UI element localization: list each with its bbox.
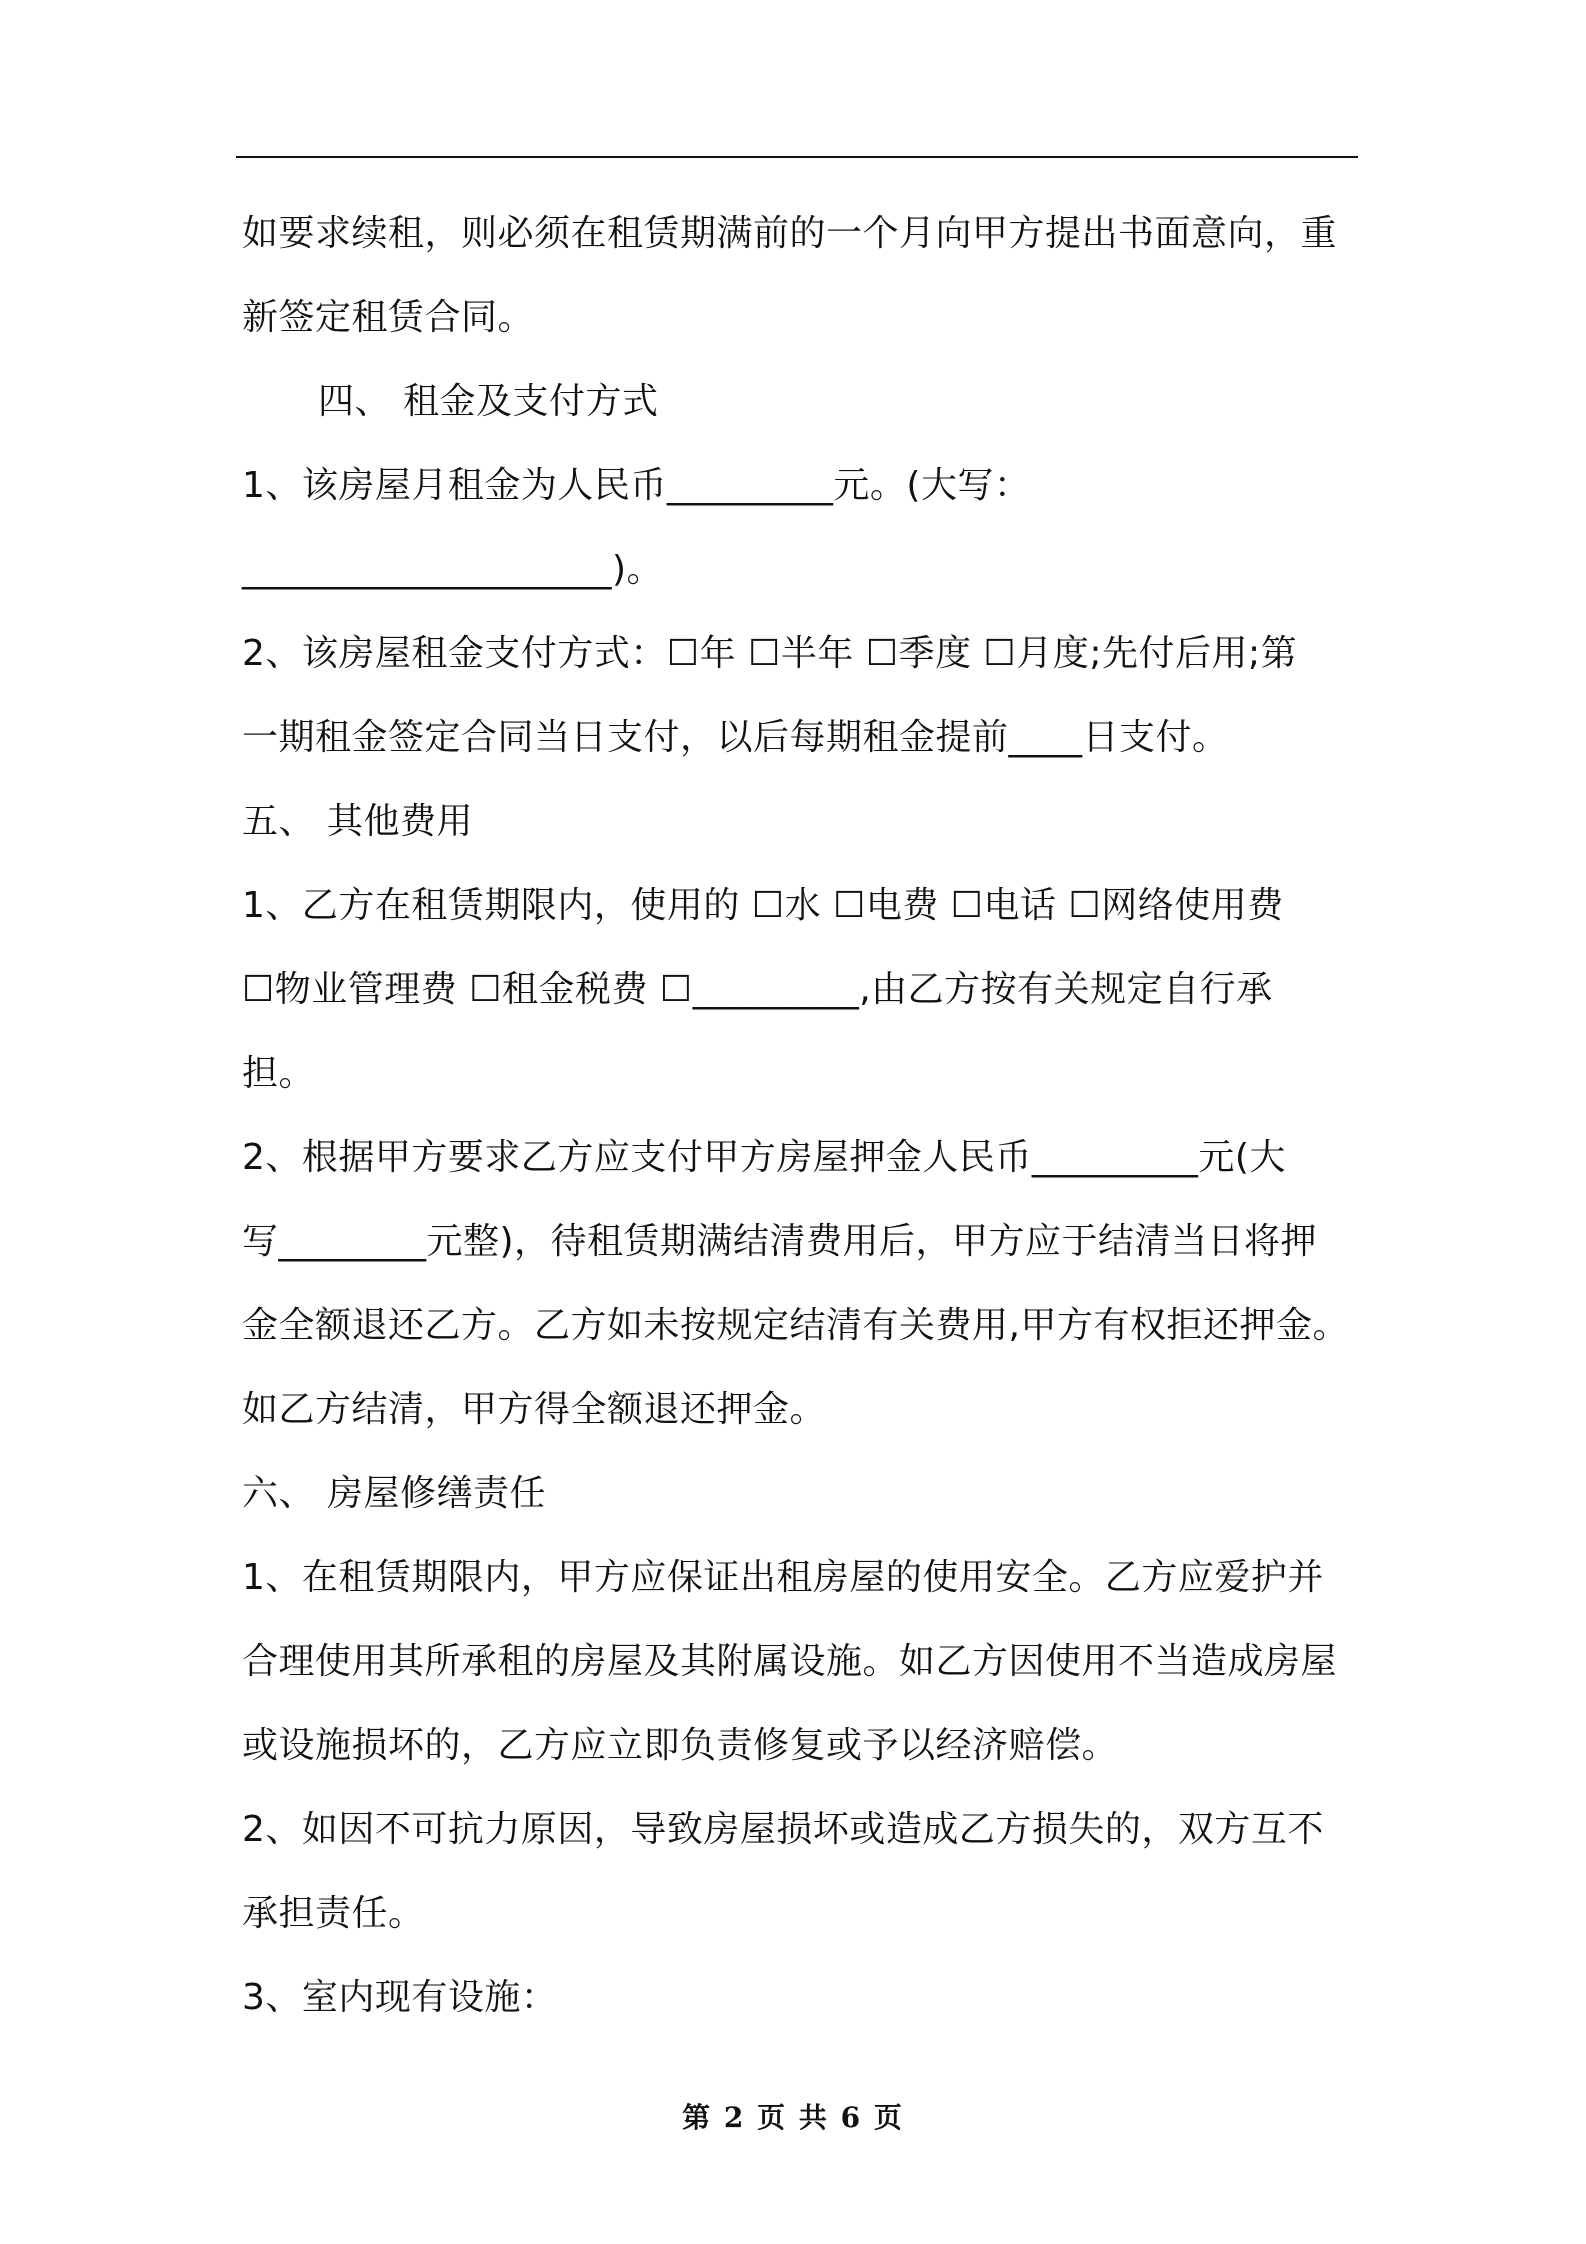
header-rule (236, 156, 1358, 158)
paragraph-line: 2、如因不可抗力原因，导致房屋损坏或造成乙方损失的，双方互不 (242, 1809, 1324, 1850)
paragraph-line: 承担责任。 (242, 1893, 425, 1934)
paragraph-line: 1、该房屋月租金为人民币_________元。(大写： (242, 465, 1031, 506)
paragraph-line: 1、乙方在租赁期限内，使用的 ☐水 ☐电费 ☐电话 ☐网络使用费 (242, 885, 1284, 926)
section-heading-6: 六、 房屋修缮责任 (242, 1473, 546, 1514)
paragraph-line: 2、根据甲方要求乙方应支付甲方房屋押金人民币_________元(大 (242, 1137, 1286, 1178)
paragraph-line: 金全额退还乙方。乙方如未按规定结清有关费用,甲方有权拒还押金。 (242, 1305, 1349, 1346)
paragraph-line: 新签定租赁合同。 (242, 297, 535, 338)
paragraph-line: ____________________)。 (242, 549, 664, 590)
paragraph-line: 3、室内现有设施： (242, 1977, 558, 2018)
paragraph-line: ☐物业管理费 ☐租金税费 ☐_________,由乙方按有关规定自行承 (242, 969, 1273, 1010)
paragraph-line: 写________元整)，待租赁期满结清费用后，甲方应于结清当日将押 (242, 1221, 1318, 1262)
paragraph-line: 如乙方结清，甲方得全额退还押金。 (242, 1389, 827, 1430)
section-heading-4: 四、 租金及支付方式 (318, 381, 659, 422)
paragraph-line: 1、在租赁期限内，甲方应保证出租房屋的使用安全。乙方应爱护并 (242, 1557, 1324, 1598)
paragraph-line: 2、该房屋租金支付方式：☐年 ☐半年 ☐季度 ☐月度;先付后用;第 (242, 633, 1298, 674)
section-heading-5: 五、 其他费用 (242, 801, 473, 842)
paragraph-line: 如要求续租，则必须在租赁期满前的一个月向甲方提出书面意向，重 (242, 213, 1338, 254)
document-body (242, 192, 1362, 2040)
paragraph-line: 或设施损坏的，乙方应立即负责修复或予以经济赔偿。 (242, 1725, 1119, 1766)
paragraph-line: 担。 (242, 1053, 316, 1094)
paragraph-line: 合理使用其所承租的房屋及其附属设施。如乙方因使用不当造成房屋 (242, 1641, 1338, 1682)
page-number-footer: 第 2 页 共 6 页 (682, 2101, 904, 2134)
paragraph-line: 一期租金签定合同当日支付，以后每期租金提前____日支付。 (242, 717, 1229, 758)
